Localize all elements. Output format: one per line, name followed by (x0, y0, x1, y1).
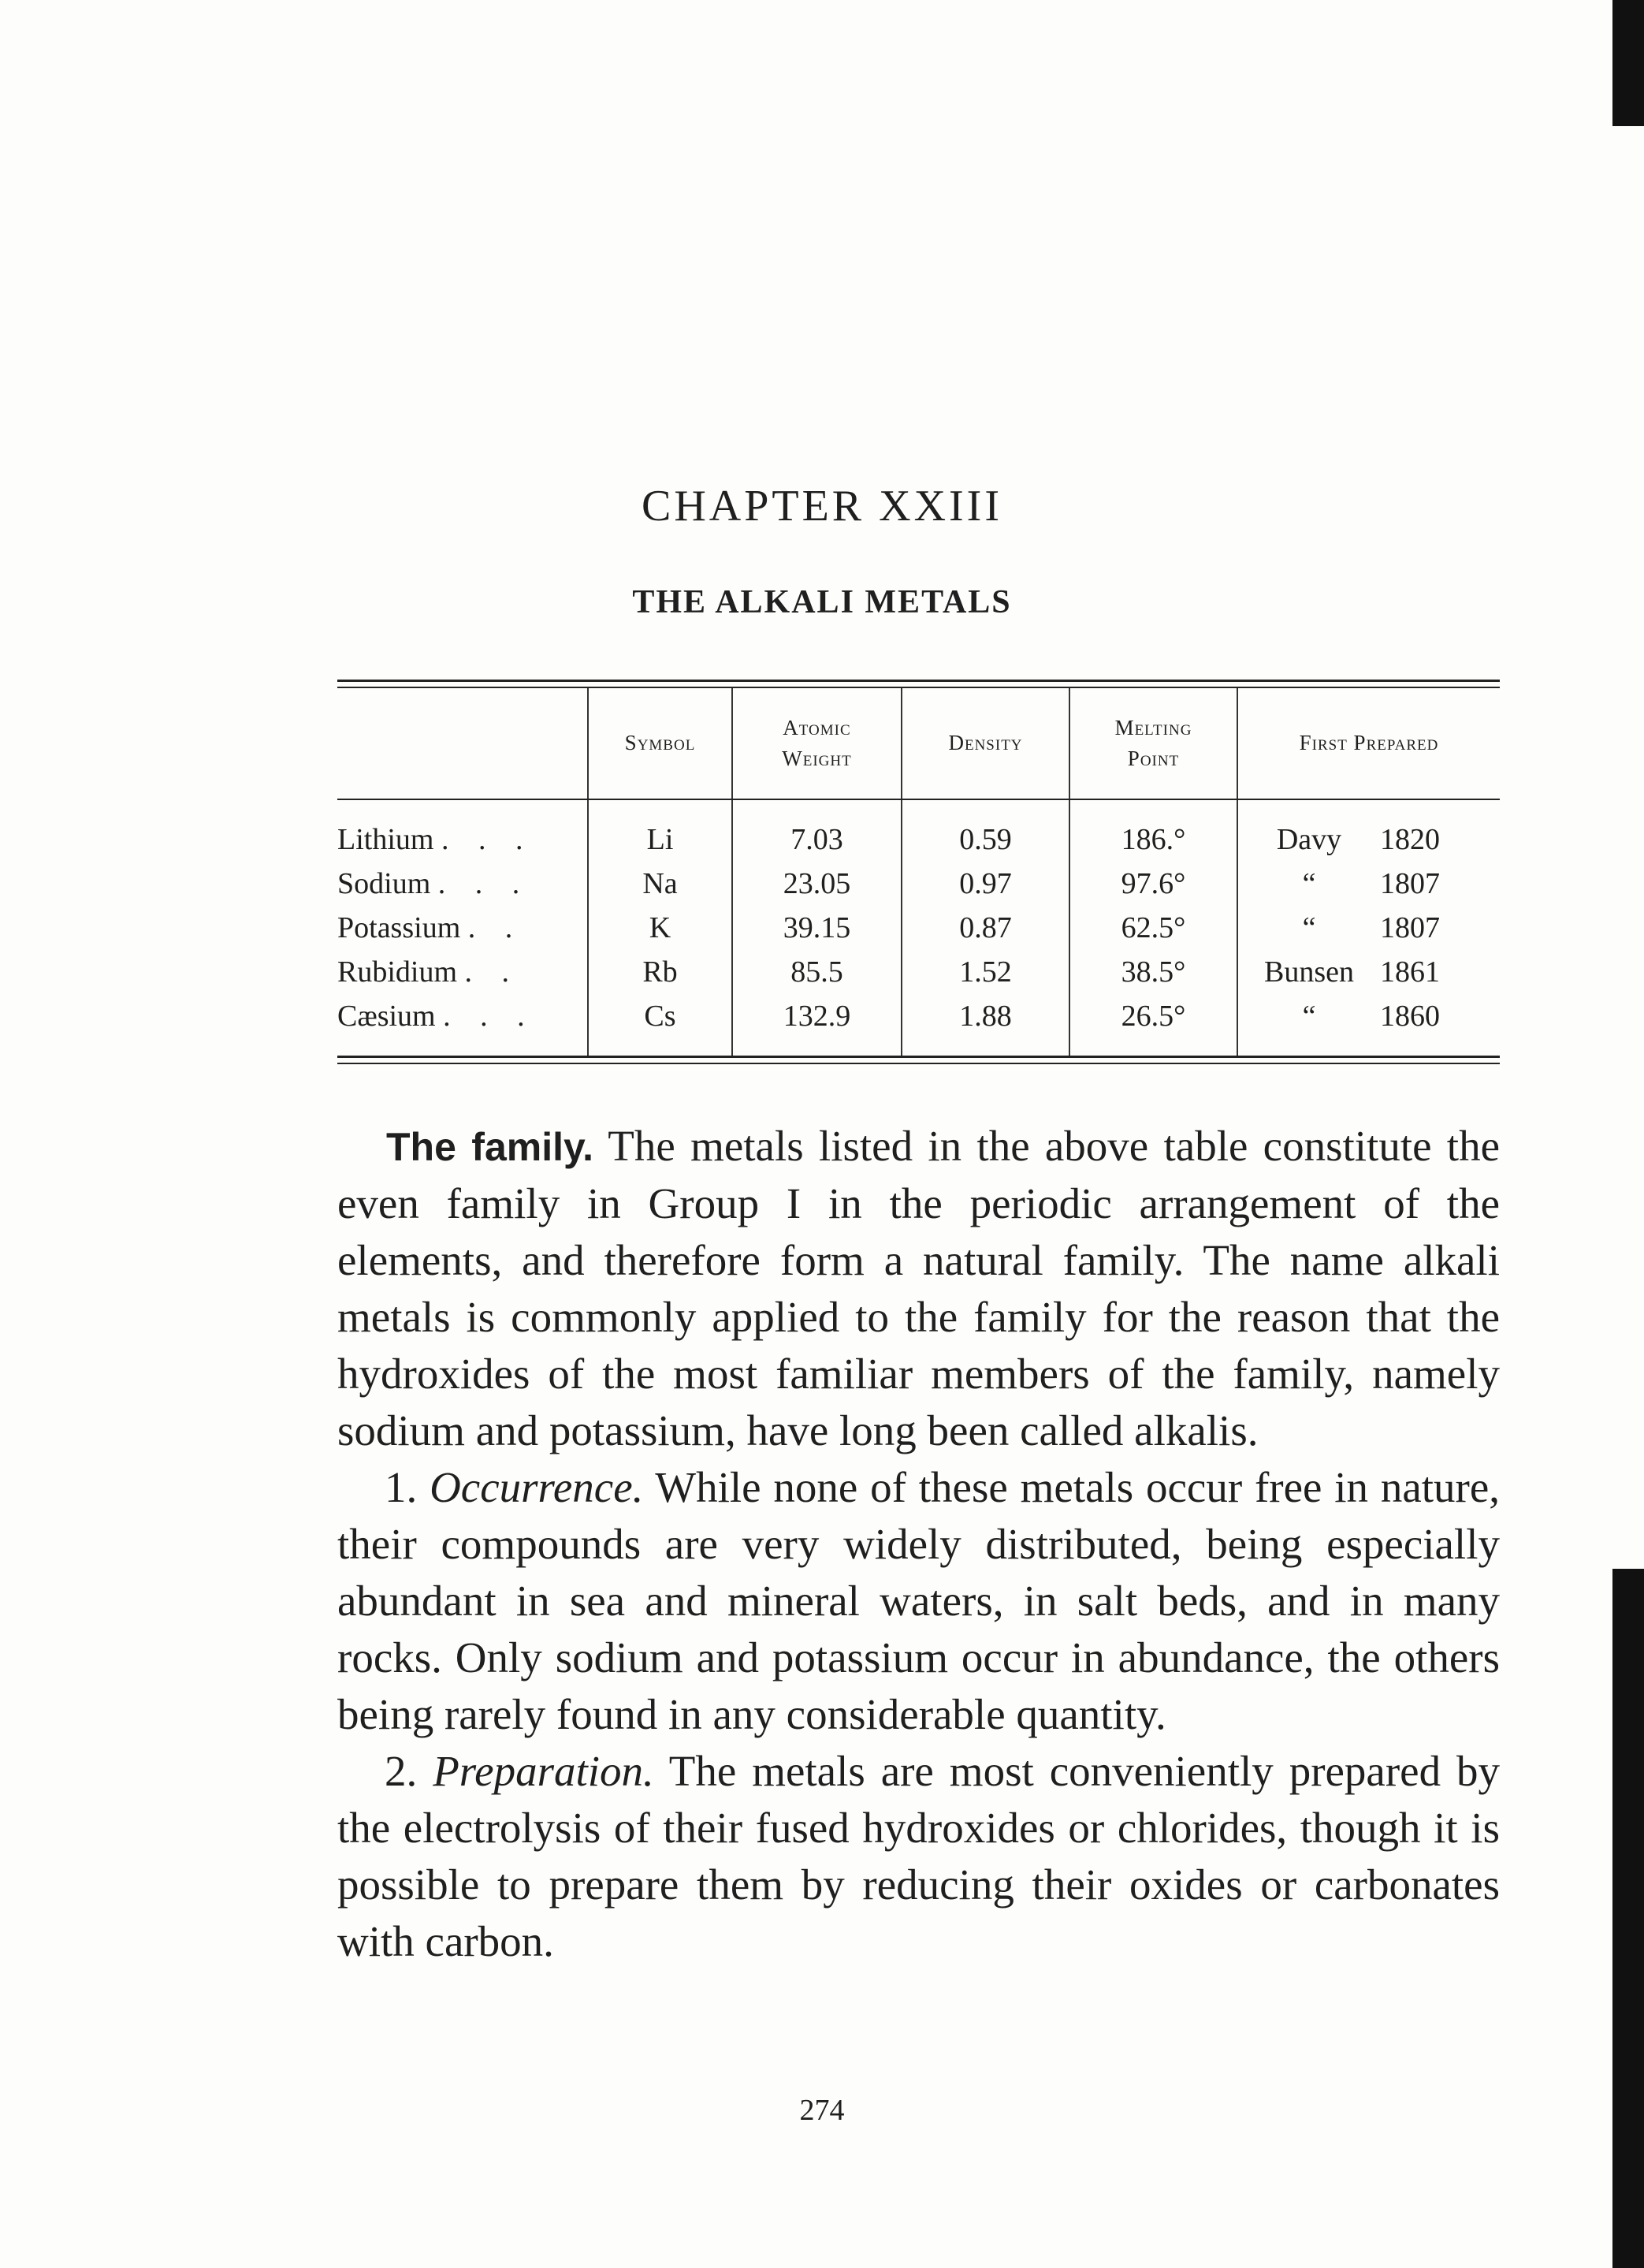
paragraph-heading: Occurrence. (430, 1463, 644, 1511)
element-name: Lithium (337, 823, 434, 856)
density: 1.88 (902, 994, 1069, 1056)
paragraph-text: The metals listed in the above table constitute the even family in Group I in the periodic arrangement of the elements, and therefore form a natural family. The name alkali metals is commonly applied to the family for the reason that the hydroxides of the most familiar members of the family, namely sodium and potassium, have long been called alkalis. (337, 1122, 1500, 1454)
header-density: Density (902, 688, 1069, 799)
table-row: Cæsium . . . Cs 132.9 1.88 26.5° “ 1860 (337, 994, 1500, 1056)
header-element (337, 688, 588, 799)
table-row: Lithium . . . Li 7.03 0.59 186.° Davy 1820 (337, 799, 1500, 862)
atomic-weight: 39.15 (732, 906, 902, 950)
alkali-metals-table (337, 680, 1500, 1064)
element-symbol: Li (588, 799, 732, 862)
paragraph-number: 2. (385, 1747, 418, 1795)
section-title: THE ALKALI METALS (632, 584, 1012, 620)
paragraph-family (337, 1118, 1500, 1459)
prepared-year: 1807 (1380, 911, 1440, 944)
prepared-year: 1807 (1380, 867, 1440, 900)
paragraph-text: The metals are most conveniently prepared by the electrolysis of their fused hydroxides or chlorides, though it is possible to prepare them by reducing their oxides or carbonates with carbon. (337, 1747, 1501, 1965)
paragraph-heading: Preparation. (433, 1747, 654, 1795)
element-symbol: K (588, 906, 732, 950)
prepared-by: Bunsen (1264, 955, 1354, 989)
prepared-year: 1860 (1380, 1000, 1440, 1033)
paragraph-number: 1. (385, 1463, 418, 1511)
melting-point: 38.5° (1069, 950, 1237, 994)
element-symbol: Na (588, 862, 732, 906)
element-symbol: Rb (588, 950, 732, 994)
melting-point: 26.5° (1069, 994, 1237, 1056)
atomic-weight: 7.03 (732, 799, 902, 862)
density: 1.52 (902, 950, 1069, 994)
body-text (337, 1118, 1500, 1970)
header-atomic-weight: Atomic Weight (732, 688, 902, 799)
melting-point: 97.6° (1069, 862, 1237, 906)
melting-point: 186.° (1069, 799, 1237, 862)
chapter-title: CHAPTER XXIII (642, 482, 1002, 531)
table-row: Rubidium . . Rb 85.5 1.52 38.5° Bunsen 1861 (337, 950, 1500, 994)
scan-edge-shadow-top (1612, 0, 1644, 126)
prepared-by: “ (1302, 1000, 1316, 1033)
element-symbol: Cs (588, 994, 732, 1056)
table-row: Sodium . . . Na 23.05 0.97 97.6° “ 1807 (337, 862, 1500, 906)
paragraph-heading: The family. (386, 1125, 593, 1169)
header-melting-point: Melting Point (1069, 688, 1237, 799)
table-header-row (337, 688, 1500, 799)
metals-table (337, 688, 1500, 1056)
prepared-year: 1861 (1380, 955, 1440, 989)
prepared-year: 1820 (1380, 823, 1440, 856)
header-first-prepared: First Prepared (1237, 688, 1500, 799)
element-name: Potassium (337, 911, 461, 944)
paragraph-preparation (337, 1743, 1500, 1970)
table-row: Potassium . . K 39.15 0.87 62.5° “ 1807 (337, 906, 1500, 950)
atomic-weight: 23.05 (732, 862, 902, 906)
header-symbol: Symbol (588, 688, 732, 799)
page-number: 274 (799, 2094, 845, 2127)
atomic-weight: 85.5 (732, 950, 902, 994)
density: 0.59 (902, 799, 1069, 862)
table-top-rule (337, 680, 1500, 688)
prepared-by: “ (1302, 867, 1316, 900)
element-name: Rubidium (337, 955, 458, 989)
prepared-by: “ (1302, 911, 1316, 944)
density: 0.87 (902, 906, 1069, 950)
melting-point: 62.5° (1069, 906, 1237, 950)
prepared-by: Davy (1276, 823, 1342, 856)
atomic-weight: 132.9 (732, 994, 902, 1056)
paragraph-occurrence (337, 1459, 1500, 1743)
element-name: Sodium (337, 867, 431, 900)
table-bottom-rule (337, 1056, 1500, 1064)
paragraph-text: While none of these metals occur free in nature, their compounds are very widely distributed, being especially abundant in sea and mineral waters, in salt beds, and in many rocks. Only sodium and potassium occur in abundance, the others being rarely found in any considerable quantity. (337, 1463, 1500, 1738)
density: 0.97 (902, 862, 1069, 906)
element-name: Cæsium (337, 1000, 436, 1033)
scan-edge-shadow-bottom (1612, 1569, 1644, 2268)
